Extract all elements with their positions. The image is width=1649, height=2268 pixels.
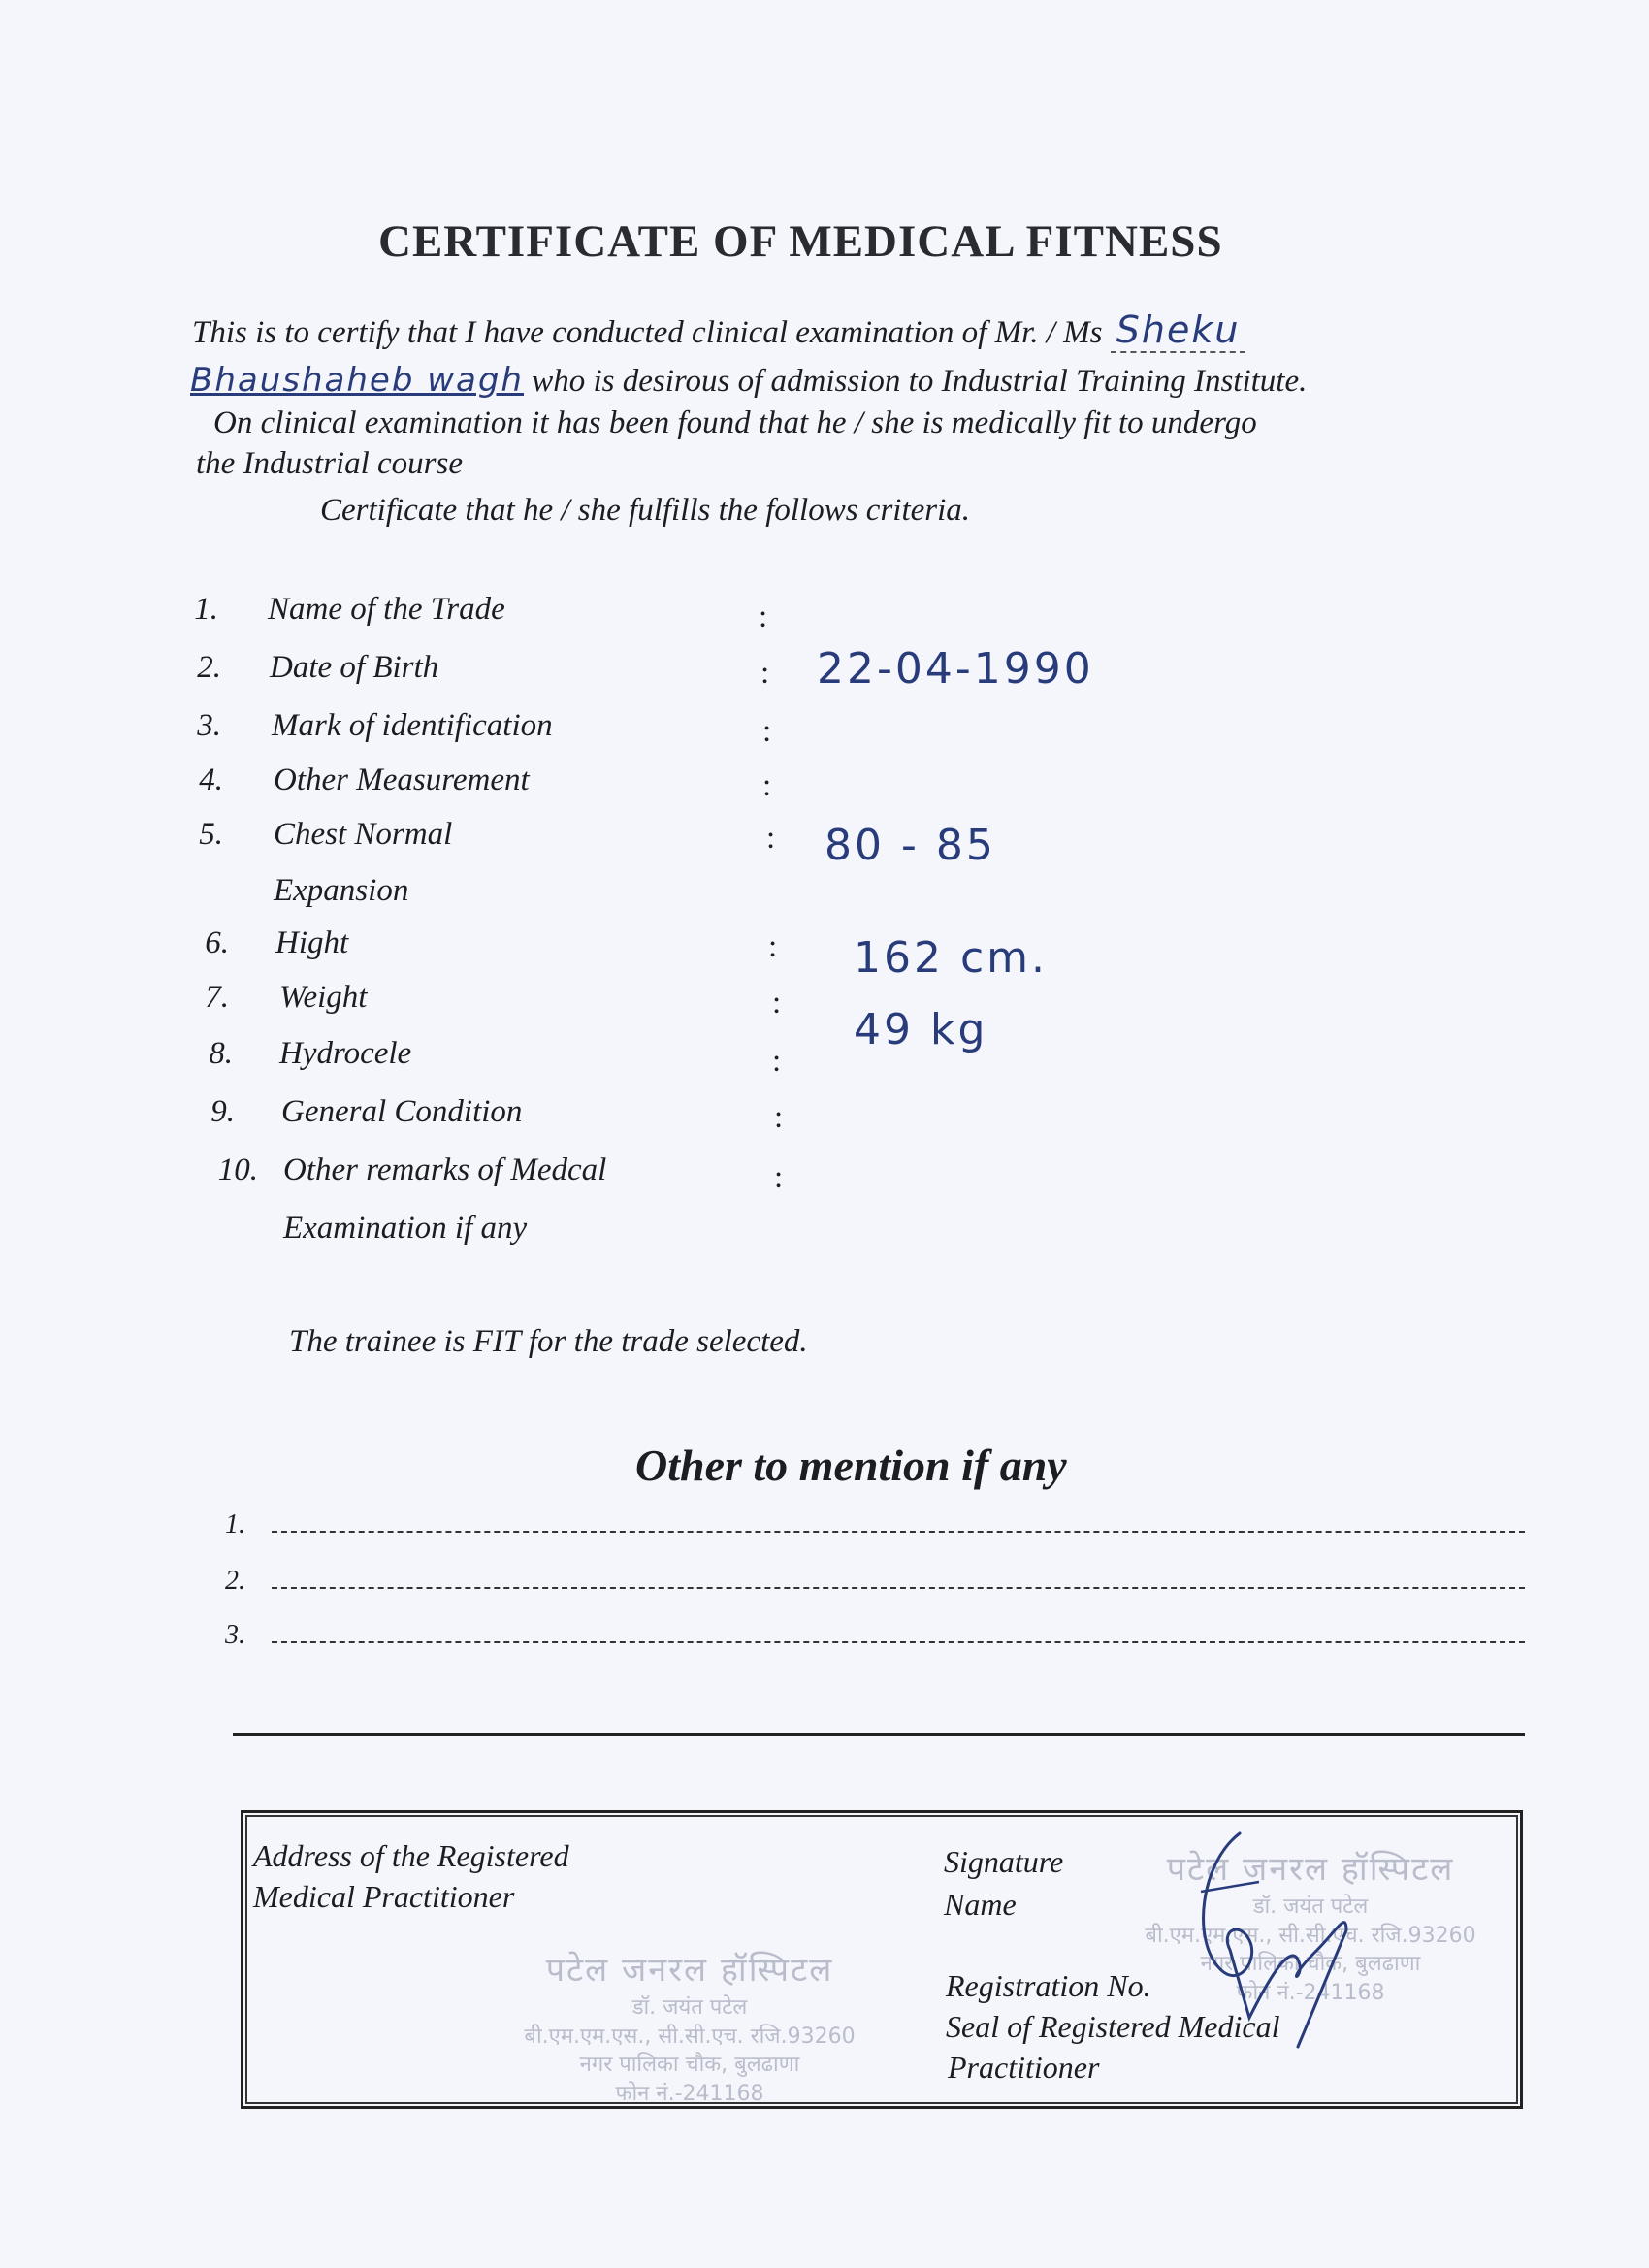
- other-heading: Other to mention if any: [635, 1441, 1067, 1490]
- stamp-line: फोन नं.-241168: [1236, 1980, 1385, 2005]
- criteria-label-continued: Expansion: [274, 873, 409, 908]
- criteria-number: 9.: [210, 1094, 235, 1129]
- stamp-line: पटेल जनरल हॉस्पिटल: [545, 1951, 834, 1990]
- stamp-line: नगर पालिका चौक, बुलढाणा: [1200, 1952, 1421, 1977]
- practitioner-signature: [1181, 1824, 1395, 2057]
- other-line-number: 1.: [225, 1509, 245, 1539]
- address-label-2: Medical Practitioner: [253, 1879, 515, 1914]
- criteria-label: Hight: [275, 925, 349, 960]
- criteria-colon: :: [766, 821, 776, 856]
- intro-line-5: Certificate that he / she fulfills the follows criteria.: [320, 493, 971, 528]
- fit-statement: The trainee is FIT for the trade selected.: [289, 1324, 808, 1359]
- name-label: Name: [944, 1887, 1017, 1922]
- hospital-stamp-left: [437, 1949, 942, 2109]
- stamp-line: डॉ. जयंत पटेल: [631, 1994, 748, 2020]
- dashed-line: [272, 1587, 1525, 1589]
- criteria-label: Other Measurement: [274, 762, 530, 797]
- criteria-colon: :: [774, 1160, 784, 1195]
- signature-label: Signature: [944, 1844, 1064, 1879]
- seal-label-1: Seal of Registered Medical: [946, 2009, 1280, 2044]
- stamp-line: फोन नं.-241168: [615, 2081, 764, 2106]
- criteria-number: 1.: [194, 592, 218, 627]
- intro-line-4: the Industrial course: [196, 446, 463, 481]
- signature-stroke: [1204, 1833, 1346, 2047]
- criteria-label: Name of the Trade: [268, 592, 505, 627]
- criteria-colon: :: [760, 656, 770, 691]
- criteria-number: 2.: [197, 650, 221, 685]
- other-line-number: 2.: [225, 1566, 245, 1596]
- stamp-line: बी.एम.एम.एस., सी.सी.एच. रजि.93260: [1145, 1923, 1476, 1948]
- other-line: [225, 1509, 1525, 1540]
- criteria-colon: :: [759, 599, 768, 634]
- criteria-label: Date of Birth: [270, 650, 439, 685]
- intro-text-1: This is to certify that I have conducted clinical examination of Mr. / Ms: [192, 315, 1103, 350]
- intro-line-3: On clinical examination it has been found that he / she is medically fit to undergo: [213, 405, 1257, 440]
- stamp-line: पटेल जनरल हॉस्पिटल: [1166, 1850, 1455, 1889]
- other-line-number: 3.: [225, 1620, 245, 1650]
- dashed-line: [272, 1531, 1525, 1533]
- intro-text-2: who is desirous of admission to Industrial Training Institute.: [532, 364, 1308, 399]
- criteria-number: 10.: [217, 1152, 258, 1187]
- criteria-number: 3.: [197, 708, 221, 743]
- handwritten-name-rest: Bhaushaheb wagh: [190, 361, 524, 400]
- certificate-title: CERTIFICATE OF MEDICAL FITNESS: [378, 216, 1223, 267]
- address-label-1: Address of the Registered: [253, 1838, 569, 1873]
- chest-value: 80 - 85: [824, 821, 996, 870]
- criteria-number: 6.: [205, 925, 229, 960]
- criteria-colon: :: [762, 768, 772, 803]
- dashed-line: [272, 1641, 1525, 1643]
- intro-line-2: [190, 361, 1307, 400]
- registration-label: Registration No.: [946, 1968, 1151, 2003]
- criteria-colon: :: [762, 714, 772, 749]
- handwritten-name-first: Sheku: [1111, 308, 1246, 353]
- stamp-line: बी.एम.एम.एस., सी.सी.एच. रजि.93260: [524, 2024, 856, 2049]
- criteria-number: 5.: [199, 817, 223, 852]
- divider-line: [233, 1733, 1525, 1736]
- criteria-number: 4.: [199, 762, 223, 797]
- stamp-line: डॉ. जयंत पटेल: [1252, 1894, 1369, 1919]
- criteria-label: Mark of identification: [272, 708, 553, 743]
- other-line: [225, 1620, 1525, 1651]
- criteria-colon: :: [774, 1100, 784, 1135]
- criteria-number: 7.: [205, 980, 229, 1015]
- criteria-label: Chest Normal: [274, 817, 453, 852]
- criteria-label-continued: Examination if any: [283, 1211, 528, 1246]
- height-value: 162 cm.: [854, 933, 1049, 983]
- criteria-label: General Condition: [281, 1094, 523, 1129]
- criteria-colon: :: [768, 929, 778, 964]
- date-of-birth-value: 22-04-1990: [817, 644, 1094, 694]
- criteria-colon: :: [772, 986, 782, 1021]
- criteria-label: Hydrocele: [279, 1036, 412, 1071]
- other-line: [225, 1566, 1525, 1597]
- weight-value: 49 kg: [854, 1005, 988, 1054]
- intro-line-1: [192, 308, 1245, 353]
- criteria-colon: :: [772, 1044, 782, 1079]
- stamp-line: नगर पालिका चौक, बुलढाणा: [579, 2053, 800, 2078]
- criteria-label: Other remarks of Medcal: [283, 1152, 607, 1187]
- criteria-label: Weight: [279, 980, 368, 1015]
- criteria-number: 8.: [209, 1036, 233, 1071]
- seal-label-2: Practitioner: [948, 2050, 1100, 2085]
